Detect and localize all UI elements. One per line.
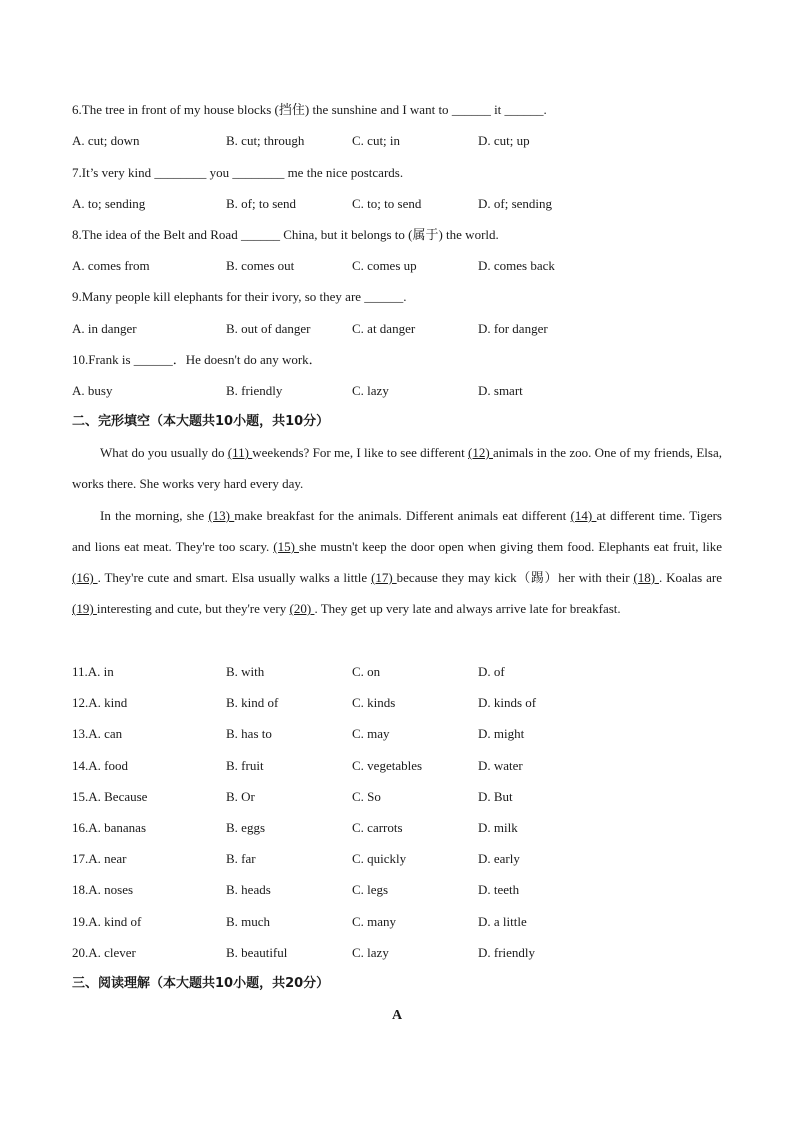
- option-c[interactable]: C. to; to send: [352, 196, 422, 211]
- passage-text: animals in the zoo. One of my friends, Elsa, works there. She works very hard every day.: [72, 445, 722, 491]
- option-b[interactable]: B. has to: [226, 726, 272, 741]
- cloze-blank[interactable]: (16): [72, 570, 98, 585]
- option-b[interactable]: B. cut; through: [226, 133, 305, 148]
- option-c[interactable]: C. at danger: [352, 321, 416, 336]
- option-c[interactable]: C. legs: [352, 882, 389, 897]
- passage-paragraph-2: [72, 500, 722, 624]
- cloze-blank[interactable]: (12): [468, 445, 493, 460]
- passage-text: she mustn't keep the door open when giving them food. Elephants eat fruit, like: [299, 539, 722, 554]
- question-6-options: [72, 131, 732, 151]
- passage-text: In the morning, she: [100, 508, 209, 523]
- answer-blank: ______: [504, 102, 544, 117]
- passage-text: make breakfast for the animals. Different animals eat different: [234, 508, 571, 523]
- option-c[interactable]: C. on: [352, 664, 381, 679]
- option-d[interactable]: D. early: [478, 851, 520, 866]
- option-d[interactable]: D. water: [478, 758, 523, 773]
- option-d[interactable]: D. might: [478, 726, 525, 741]
- option-b[interactable]: B. fruit: [226, 758, 264, 773]
- option-a[interactable]: 12.A. kind: [72, 695, 128, 710]
- option-c[interactable]: C. lazy: [352, 383, 389, 398]
- option-c[interactable]: C. kinds: [352, 695, 396, 710]
- option-c[interactable]: C. comes up: [352, 258, 417, 273]
- passage-text: . Koalas are: [658, 570, 722, 585]
- passage-text: What do you usually do: [100, 445, 228, 460]
- cloze-question-19-options: [72, 912, 732, 932]
- cloze-blank[interactable]: (20): [289, 601, 315, 616]
- cloze-blank[interactable]: (13): [208, 508, 235, 523]
- option-c[interactable]: C. quickly: [352, 851, 407, 866]
- cloze-blank[interactable]: (19): [72, 601, 97, 616]
- option-c[interactable]: C. carrots: [352, 820, 403, 835]
- option-a[interactable]: 19.A. kind of: [72, 914, 142, 929]
- passage-text: at different time. Tigers and lions eat meat. They're too scary.: [72, 508, 722, 554]
- option-d[interactable]: D. smart: [478, 383, 523, 398]
- cloze-blank[interactable]: (11): [227, 445, 253, 460]
- option-a[interactable]: 16.A. bananas: [72, 820, 147, 835]
- cloze-blank[interactable]: (17): [371, 570, 397, 585]
- option-d[interactable]: D. cut; up: [478, 133, 530, 148]
- option-b[interactable]: B. kind of: [226, 695, 279, 710]
- passage-text: interesting and cute, but they're very: [96, 601, 290, 616]
- option-c[interactable]: C. So: [352, 789, 381, 804]
- option-d[interactable]: D. comes back: [478, 258, 555, 273]
- cloze-blank[interactable]: (18): [633, 570, 659, 585]
- passage-text: weekends? For me, I like to see different: [252, 445, 469, 460]
- option-b[interactable]: B. friendly: [226, 383, 283, 398]
- passage-text: . They get up very late and always arrive late for breakfast.: [314, 601, 621, 616]
- section-heading-reading: 三、阅读理解（本大题共10小题，共20分）: [72, 976, 330, 991]
- cloze-blank[interactable]: (15): [273, 539, 299, 554]
- option-a[interactable]: 13.A. can: [72, 726, 123, 741]
- option-b[interactable]: B. Or: [226, 789, 255, 804]
- cloze-question-18-options: [72, 880, 732, 900]
- option-a[interactable]: 11.A. in: [72, 664, 114, 679]
- option-d[interactable]: D. friendly: [478, 945, 536, 960]
- option-a[interactable]: 20.A. clever: [72, 945, 136, 960]
- cloze-question-13-options: [72, 724, 732, 744]
- option-b[interactable]: B. heads: [226, 882, 271, 897]
- option-c[interactable]: C. may: [352, 726, 390, 741]
- option-c[interactable]: C. vegetables: [352, 758, 423, 773]
- passage-text: . They're cute and smart. Elsa usually walks a little: [97, 570, 372, 585]
- question-10-stem: 10.Frank is ______．He doesn't do any work．: [72, 352, 322, 367]
- option-d[interactable]: D. for danger: [478, 321, 548, 336]
- option-b[interactable]: B. far: [226, 851, 256, 866]
- cloze-question-15-options: [72, 787, 732, 807]
- option-d[interactable]: D. of: [478, 664, 505, 679]
- question-9-options: [72, 319, 732, 339]
- option-b[interactable]: B. much: [226, 914, 271, 929]
- option-b[interactable]: B. with: [226, 664, 265, 679]
- question-7-stem: 7.It’s very kind ________ you ________ me the nice postcards.: [72, 165, 404, 180]
- cloze-question-11-options: [72, 662, 732, 682]
- question-6-stem: 6.The tree in front of my house blocks (挡住) the sunshine and I want to ______ it ______.: [72, 102, 547, 117]
- option-b[interactable]: B. beautiful: [226, 945, 288, 960]
- option-c[interactable]: C. lazy: [352, 945, 389, 960]
- option-a[interactable]: 14.A. food: [72, 758, 128, 773]
- option-a[interactable]: A. to; sending: [72, 196, 146, 211]
- section-heading-cloze: 二、完形填空（本大题共10小题，共10分）: [72, 414, 330, 429]
- cloze-question-17-options: [72, 849, 732, 869]
- cloze-question-20-options: [72, 943, 732, 963]
- cloze-question-12-options: [72, 693, 732, 713]
- option-d[interactable]: D. milk: [478, 820, 518, 835]
- option-a[interactable]: A. comes from: [72, 258, 150, 273]
- option-b[interactable]: B. of; to send: [226, 196, 297, 211]
- option-d[interactable]: D. teeth: [478, 882, 520, 897]
- option-c[interactable]: C. many: [352, 914, 397, 929]
- question-8-options: [72, 256, 732, 276]
- question-10-options: [72, 381, 732, 401]
- option-a[interactable]: A. cut; down: [72, 133, 140, 148]
- question-9-stem: 9.Many people kill elephants for their ivory, so they are ______.: [72, 289, 407, 304]
- option-d[interactable]: D. But: [478, 789, 513, 804]
- option-b[interactable]: B. comes out: [226, 258, 295, 273]
- question-7-options: [72, 194, 732, 214]
- cloze-blank[interactable]: (14): [570, 508, 597, 523]
- reading-passage-label: A: [391, 1008, 403, 1023]
- option-d[interactable]: D. a little: [478, 914, 527, 929]
- option-d[interactable]: D. of; sending: [478, 196, 553, 211]
- question-8-stem: 8.The idea of the Belt and Road ______ China, but it belongs to (属于) the world.: [72, 227, 499, 242]
- option-a[interactable]: A. busy: [72, 383, 113, 398]
- option-a[interactable]: 15.A. Because: [72, 789, 148, 804]
- option-a[interactable]: A. in danger: [72, 321, 137, 336]
- answer-blank: ______: [451, 102, 491, 117]
- option-a[interactable]: 18.A. noses: [72, 882, 134, 897]
- cloze-question-14-options: [72, 756, 732, 776]
- cloze-question-16-options: [72, 818, 732, 838]
- passage-paragraph-1: [72, 437, 722, 499]
- option-a[interactable]: 17.A. near: [72, 851, 127, 866]
- passage-text: because they may kick（踢）her with their: [396, 570, 634, 585]
- option-c[interactable]: C. cut; in: [352, 133, 401, 148]
- option-b[interactable]: B. eggs: [226, 820, 265, 835]
- option-b[interactable]: B. out of danger: [226, 321, 311, 336]
- option-d[interactable]: D. kinds of: [478, 695, 537, 710]
